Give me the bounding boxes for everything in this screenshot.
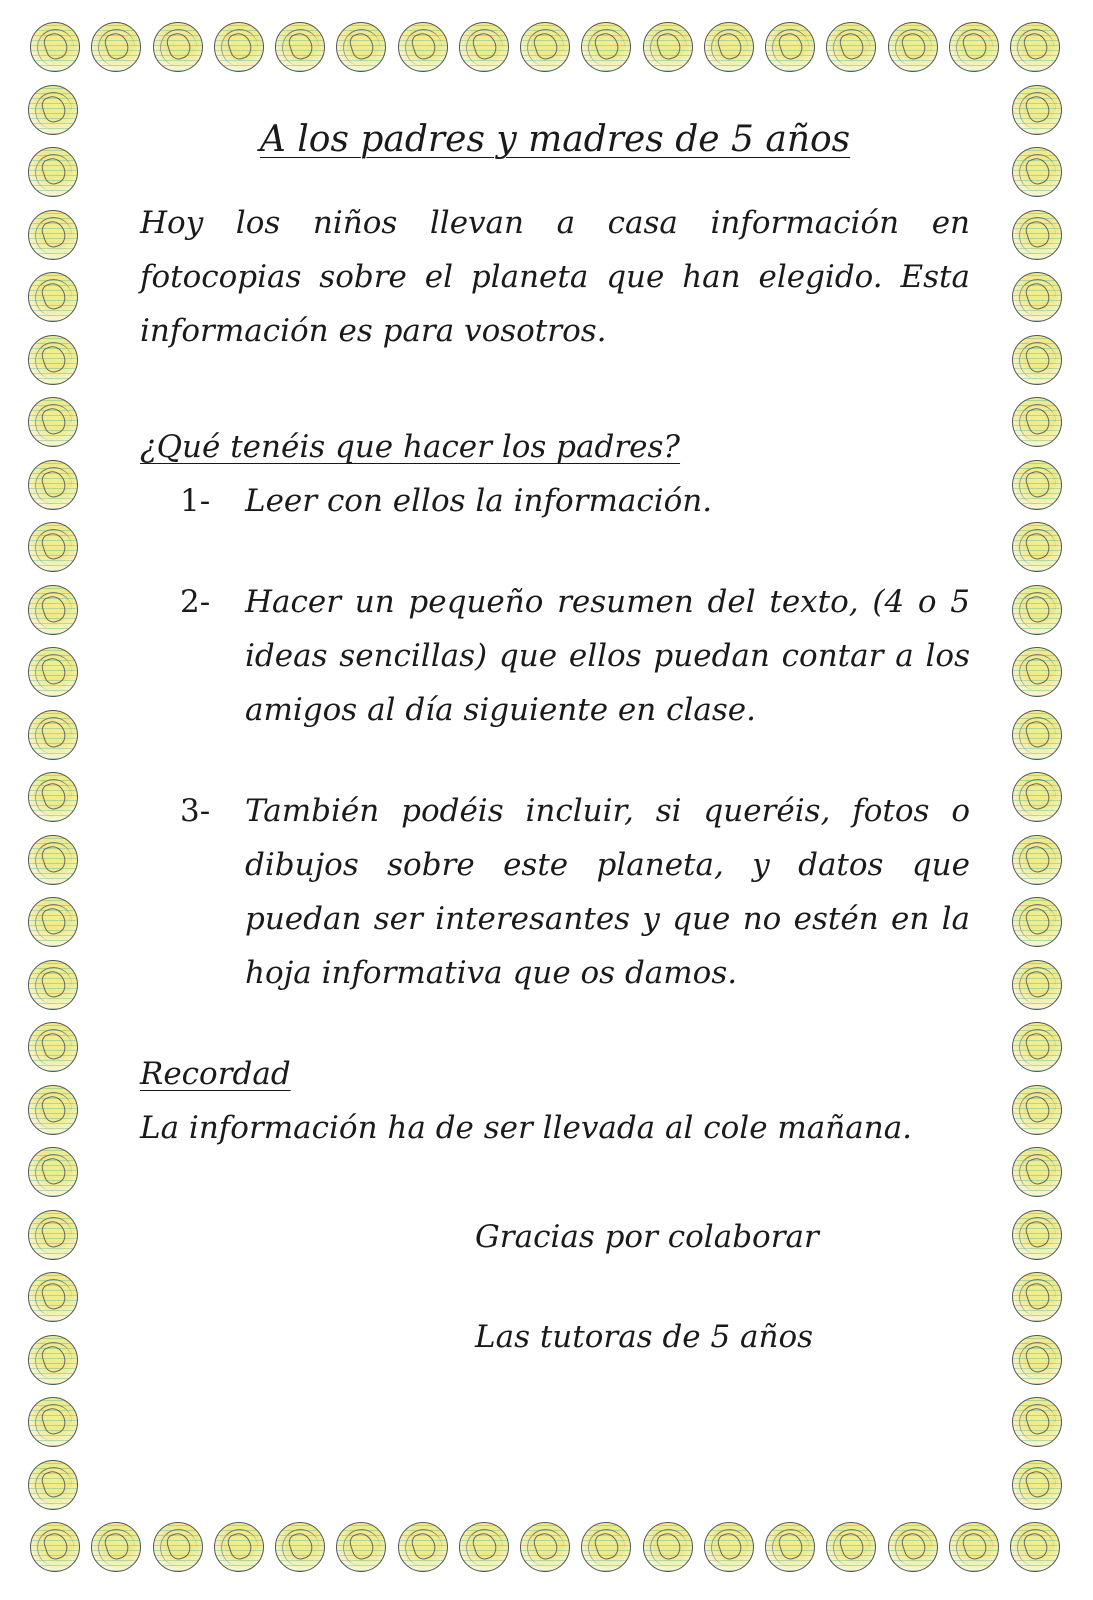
step-number: 1- (180, 483, 211, 519)
globe-icon (1012, 1397, 1062, 1447)
globe-icon (949, 22, 999, 72)
globe-icon (1012, 335, 1062, 385)
globe-icon (28, 647, 78, 697)
globe-icon (91, 1522, 141, 1572)
step-text: Hacer un pequeño resumen del texto, (4 o 5 ideas sencillas) que ellos puedan contar a los amigos al día siguiente en clase. (245, 584, 970, 728)
step-number: 3- (180, 793, 211, 829)
remember-heading: Recordad (140, 1056, 291, 1092)
globe-icon (581, 1522, 631, 1572)
globe-icon (949, 1522, 999, 1572)
globe-icon (520, 1522, 570, 1572)
globe-icon (1010, 1522, 1060, 1572)
globe-icon (398, 1522, 448, 1572)
globe-icon (275, 22, 325, 72)
signature-line: Las tutoras de 5 años (475, 1319, 814, 1355)
globe-icon (1012, 647, 1062, 697)
globe-icon (28, 1460, 78, 1510)
list-item (180, 575, 970, 737)
globe-icon (1012, 272, 1062, 322)
globe-icon (30, 22, 80, 72)
globe-icon (28, 397, 78, 447)
globe-icon (1012, 1210, 1062, 1260)
globe-icon (1012, 397, 1062, 447)
globe-icon (153, 1522, 203, 1572)
globe-icon (1012, 897, 1062, 947)
globe-icon (28, 1335, 78, 1385)
globe-icon (1012, 460, 1062, 510)
intro-paragraph: Hoy los niños llevan a casa información en fotocopias sobre el planeta que han elegido. Esta información es para vosotros. (140, 205, 970, 349)
globe-icon (398, 22, 448, 72)
globe-icon (459, 22, 509, 72)
globe-icon (1010, 22, 1060, 72)
globe-icon (581, 22, 631, 72)
thanks-line: Gracias por colaborar (475, 1219, 819, 1255)
globe-icon (336, 22, 386, 72)
globe-icon (28, 710, 78, 760)
globe-icon (888, 1522, 938, 1572)
globe-icon (1012, 1022, 1062, 1072)
globe-icon (1012, 210, 1062, 260)
globe-icon (30, 1522, 80, 1572)
globe-icon (28, 210, 78, 260)
globe-icon (336, 1522, 386, 1572)
globe-icon (91, 22, 141, 72)
globe-icon (28, 147, 78, 197)
globe-icon (214, 1522, 264, 1572)
step-text: También podéis incluir, si queréis, fotos o dibujos sobre este planeta, y datos que puedan ser interesantes y que no estén en la hoja informativa que os damos. (245, 793, 970, 991)
globe-icon (888, 22, 938, 72)
globe-icon (28, 460, 78, 510)
globe-icon (704, 1522, 754, 1572)
globe-icon (1012, 960, 1062, 1010)
step-number: 2- (180, 584, 211, 620)
globe-icon (1012, 85, 1062, 135)
globe-icon (28, 335, 78, 385)
globe-icon (214, 22, 264, 72)
globe-icon (459, 1522, 509, 1572)
globe-icon (28, 85, 78, 135)
steps-list (140, 474, 970, 1000)
globe-icon (1012, 835, 1062, 885)
globe-icon (520, 22, 570, 72)
globe-icon (28, 772, 78, 822)
globe-icon (28, 272, 78, 322)
globe-icon (643, 1522, 693, 1572)
globe-icon (28, 1397, 78, 1447)
globe-icon (28, 522, 78, 572)
globe-icon (28, 960, 78, 1010)
globe-icon (153, 22, 203, 72)
globe-icon (28, 1210, 78, 1260)
globe-icon (28, 1147, 78, 1197)
globe-icon (1012, 1335, 1062, 1385)
globe-icon (765, 22, 815, 72)
letter-title: A los padres y madres de 5 años (259, 119, 851, 160)
globe-icon (704, 22, 754, 72)
globe-icon (826, 1522, 876, 1572)
list-item (180, 784, 970, 1000)
globe-icon (28, 835, 78, 885)
remember-text: La información ha de ser llevada al cole mañana. (140, 1110, 913, 1146)
globe-icon (826, 22, 876, 72)
globe-icon (28, 1272, 78, 1322)
step-text: Leer con ellos la información. (245, 483, 713, 519)
globe-icon (1012, 772, 1062, 822)
globe-icon (1012, 1460, 1062, 1510)
question-heading: ¿Qué tenéis que hacer los padres? (140, 429, 681, 465)
globe-icon (1012, 522, 1062, 572)
globe-icon (1012, 147, 1062, 197)
list-item (180, 474, 970, 528)
globe-icon (28, 897, 78, 947)
globe-icon (1012, 1147, 1062, 1197)
globe-icon (28, 1085, 78, 1135)
letter-body (140, 110, 970, 1364)
globe-icon (1012, 1272, 1062, 1322)
globe-icon (643, 22, 693, 72)
globe-icon (1012, 1085, 1062, 1135)
globe-icon (1012, 585, 1062, 635)
globe-icon (1012, 710, 1062, 760)
globe-icon (765, 1522, 815, 1572)
globe-icon (28, 585, 78, 635)
globe-icon (275, 1522, 325, 1572)
globe-icon (28, 1022, 78, 1072)
